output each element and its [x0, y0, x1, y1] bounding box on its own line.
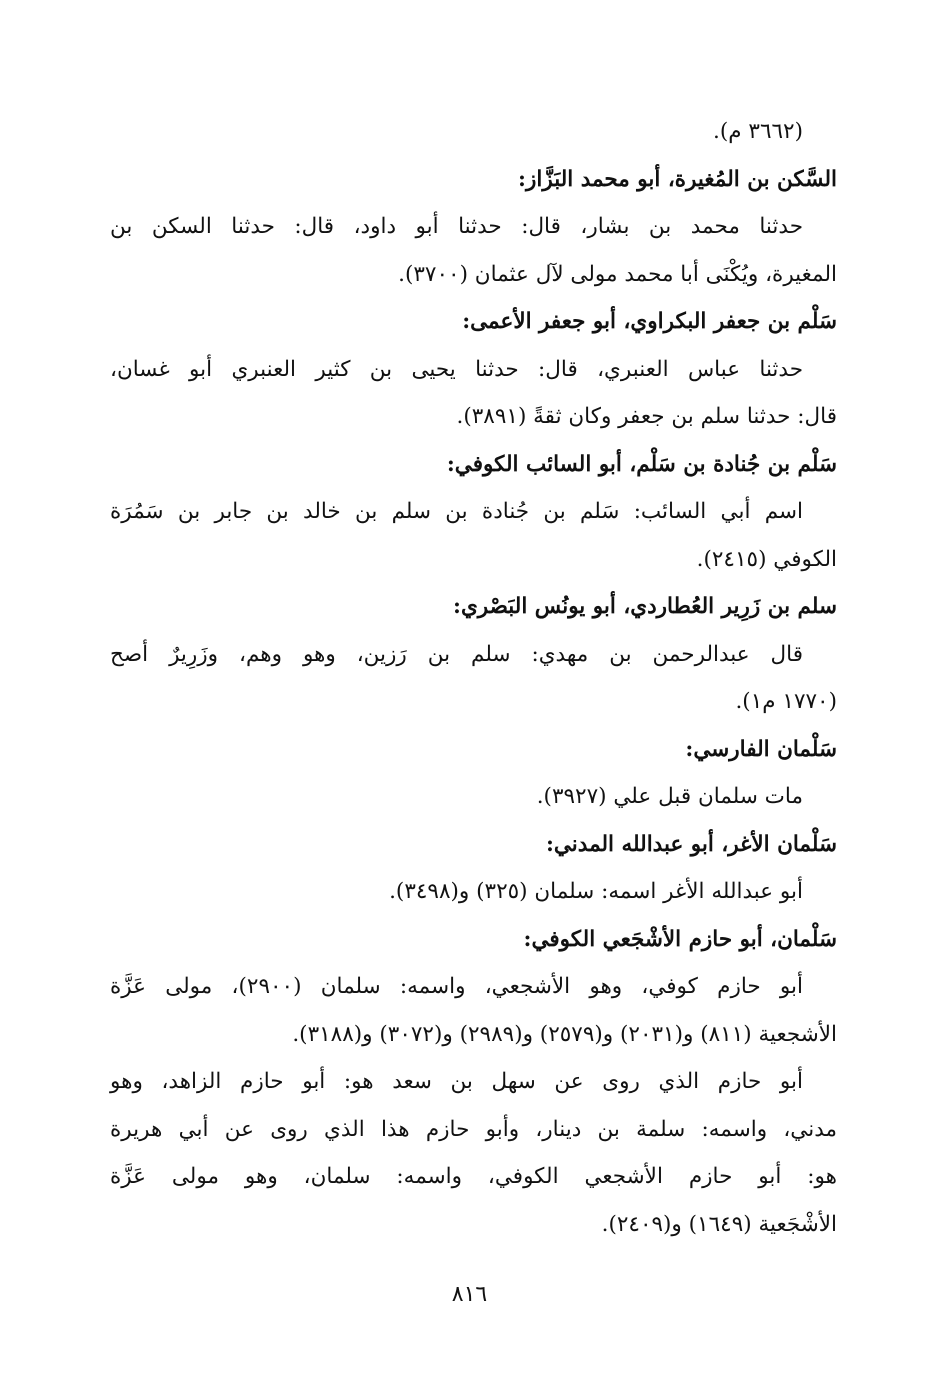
entry-heading: سَلْم بن جعفر البكراوي، أبو جعفر الأعمى:: [462, 309, 837, 334]
text-line: أبو حازم الذي روى عن سهل بن سعد هو: أبو حازم الزاهد، وهو: [110, 1069, 803, 1094]
entry-heading: سلم بن زَرِير العُطاردي، أبو يونُس البَصْري:: [453, 594, 837, 619]
text-line: حدثنا عباس العنبري، قال: حدثنا يحيى بن كثير العنبري أبو غسان،: [110, 356, 803, 382]
entry-heading: سَلْمان، أبو حازم الأشْجَعي الكوفي:: [523, 926, 837, 952]
text-line: الأشجعية (٨١١) و(٢٠٣١) و(٢٥٧٩) و(٢٩٨٩) و(٣٠٧٢) و(٣١٨٨).: [292, 1021, 837, 1047]
text-line: الأشْجَعية (١٦٤٩) و(٢٤٠٩).: [601, 1211, 837, 1237]
entry-heading: سَلْمان الفارسي:: [685, 736, 837, 762]
text-line: أبو حازم كوفي، وهو الأشجعي، واسمه: سلمان (٢٩٠٠)، مولى عَزَّة: [110, 974, 804, 999]
entry-heading: السَّكن بن المُغيرة، أبو محمد البَزَّاز:: [518, 166, 837, 192]
text-line: أبو عبدالله الأغر اسمه: سلمان (٣٢٥) و(٣٤٩٨).: [389, 879, 803, 904]
entry-heading: سَلْم بن جُنادة بن سَلْم، أبو السائب الكوفي:: [446, 451, 837, 477]
text-line: حدثنا محمد بن بشار، قال: حدثنا أبو داود، قال: حدثنا السكن بن: [110, 214, 803, 239]
text-line: قال: حدثنا سلم بن جعفر وكان ثقةً (٣٨٩١).: [456, 404, 837, 429]
page-body: [110, 108, 837, 1248]
text-line: هو: أبو حازم الأشجعي الكوفي، واسمه: سلمان، وهو مولى عَزَّة: [110, 1164, 837, 1189]
text-line: قال عبدالرحمن بن مهدي: سلم بن رَزين، وهو وهم، وزَرِيرٌ أصح: [110, 641, 803, 667]
entry-heading: سَلْمان الأغر، أبو عبدالله المدني:: [545, 831, 837, 857]
page-number: ٨١٦: [451, 1282, 488, 1307]
text-line: المغيرة، ويُكْنَى أبا محمد مولى لآل عثمان (٣٧٠٠).: [398, 261, 837, 287]
text-line: (١٧٧٠ م١).: [735, 689, 837, 714]
text-line: (٣٦٦٢ م).: [713, 119, 803, 144]
text-line: مدني، واسمه: سلمة بن دينار، وأبو حازم هذا الذي روى عن أبي هريرة: [110, 1116, 837, 1142]
text-line: اسم أبي السائب: سَلم بن جُنادة بن سلم بن خالد بن جابر بن سَمُرَة: [110, 499, 803, 524]
text-line: الكوفي (٢٤١٥).: [696, 546, 837, 572]
text-line: مات سلمان قبل علي (٣٩٢٧).: [536, 784, 803, 809]
